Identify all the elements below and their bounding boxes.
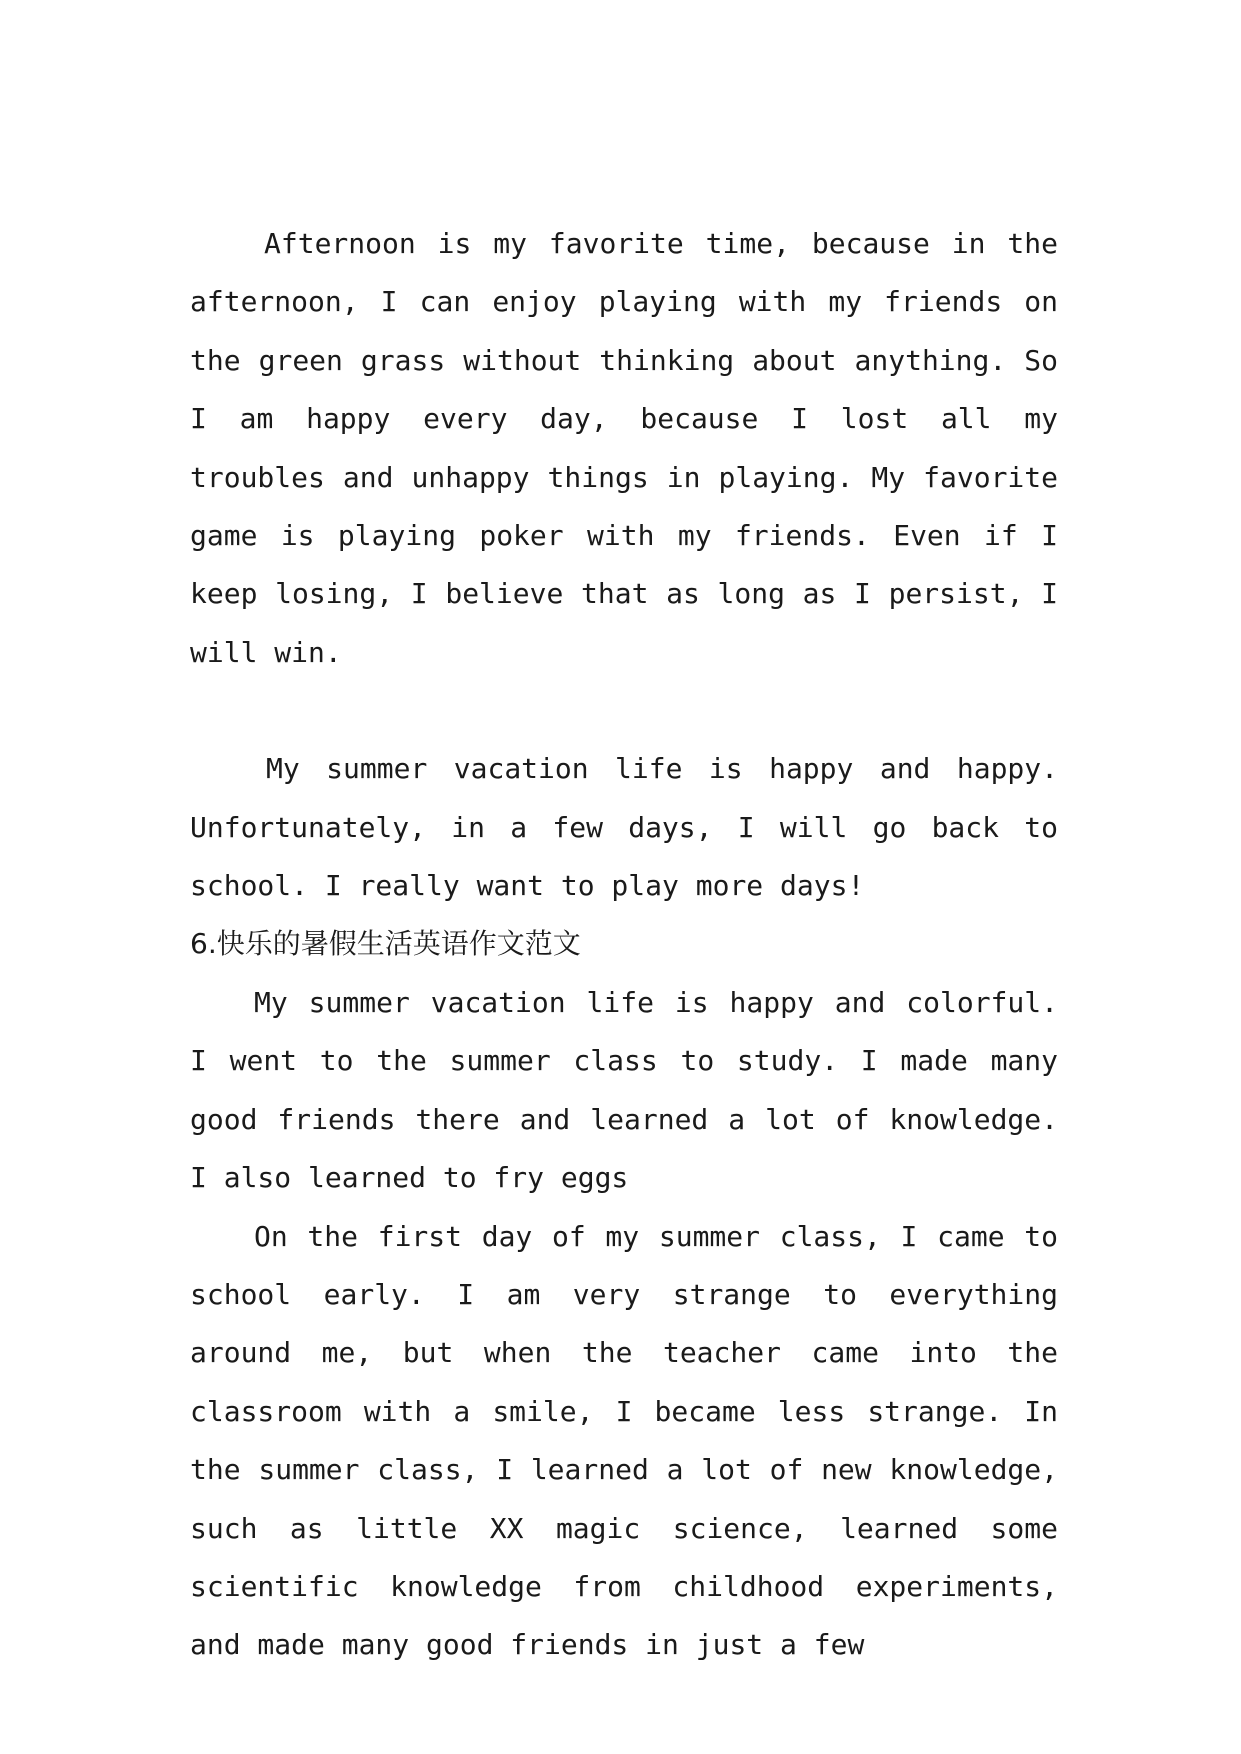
document-body [190,215,1058,1675]
paragraph-summer-vacation: My summer vacation life is happy and happy. Unfortunately, in a few days, I will go back to school. I really want to play more days! [190,752,1058,903]
paragraph-afternoon: Afternoon is my favorite time, because in the afternoon, I can enjoy playing with my friends on the green grass without thinking about anything. So I am happy every day, because I lost all my troubles and unhappy things in playing. My favorite game is playing poker with my friends. Even if I keep losing, I believe that as long as I persist, I will win. [190,227,1058,669]
paragraph-summer-class: My summer vacation life is happy and colorful. I went to the summer class to study. I made many good friends there and learned a lot of knowledge. I also learned to fry eggs [190,985,1058,1195]
paragraph-first-day: On the first day of my summer class, I came to school early. I am very strange to everything around me, but when the teacher came into the classroom with a smile, I became less strange. In the summer class, I learned a lot of new knowledge, such as little XX magic science, learned some scientific knowledge from childhood experiments, and made many good friends in just a few [190,1219,1058,1662]
section-heading: 6.快乐的暑假生活英语作文范文 [190,927,581,961]
